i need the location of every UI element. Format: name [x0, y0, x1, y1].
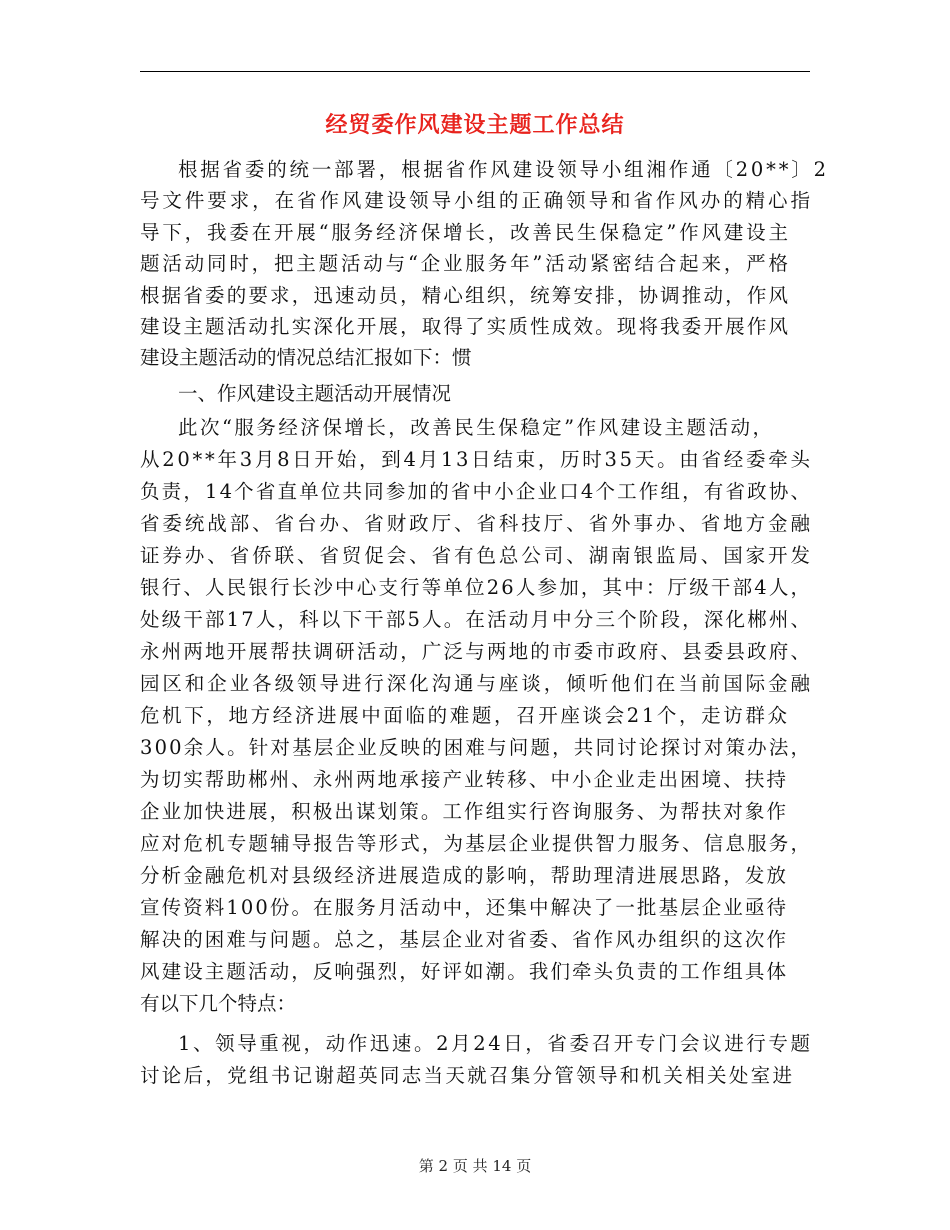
- text-line: 宣传资料100份。在服务月活动中，还集中解决了一批基层企业亟待: [140, 896, 789, 919]
- text-line: 一、作风建设主题活动开展情况: [178, 382, 452, 405]
- text-line: 应对危机专题辅导报告等形式，为基层企业提供智力服务、信息服务，: [140, 832, 813, 855]
- document-title: 经贸委作风建设主题工作总结: [325, 113, 625, 138]
- text-line: 讨论后，党组书记谢超英同志当天就召集分管领导和机关相关处室进: [140, 1064, 795, 1087]
- text-line: 永州两地开展帮扶调研活动，广泛与两地的市委市政府、县委县政府、: [140, 640, 813, 663]
- text-line: 省委统战部、省台办、省财政厅、省科技厅、省外事办、省地方金融: [140, 512, 813, 535]
- text-line: 为切实帮助郴州、永州两地承接产业转移、中小企业走出困境、扶持: [140, 768, 789, 791]
- text-line: 从20**年3月8日开始，到4月13日结束，历时35天。由省经委牵头: [140, 448, 813, 471]
- text-line: 300余人。针对基层企业反映的困难与问题，共同讨论探讨对策办法，: [140, 736, 813, 759]
- text-line: 建设主题活动的情况总结汇报如下：惯: [140, 346, 472, 369]
- text-line: 危机下，地方经济进展中面临的难题，召开座谈会21个，走访群众: [140, 704, 790, 727]
- text-line: 根据省委的统一部署，根据省作风建设领导小组湘作通〔20**〕2: [178, 158, 829, 181]
- text-line: 解决的困难与问题。总之，基层企业对省委、省作风办组织的这次作: [140, 928, 789, 951]
- text-line: 园区和企业各级领导进行深化沟通与座谈，倾听他们在当前国际金融: [140, 672, 813, 695]
- text-line: 负责，14个省直单位共同参加的省中小企业口4个工作组，有省政协、: [140, 480, 813, 503]
- text-line: 题活动同时，把主题活动与“企业服务年”活动紧密结合起来，严格: [140, 252, 791, 275]
- page-footer: 第 2 页 共 14 页: [418, 1157, 532, 1175]
- header-rule: [140, 71, 810, 72]
- text-line: 处级干部17人，科以下干部5人。在活动月中分三个阶段，深化郴州、: [140, 608, 813, 631]
- text-line: 企业加快进展，积极出谋划策。工作组实行咨询服务、为帮扶对象作: [140, 800, 789, 823]
- text-line: 建设主题活动扎实深化开展，取得了实质性成效。现将我委开展作风: [140, 315, 791, 338]
- text-line: 号文件要求，在省作风建设领导小组的正确领导和省作风办的精心指: [140, 189, 813, 212]
- text-line: 此次“服务经济保增长，改善民生保稳定”作风建设主题活动，: [178, 416, 775, 439]
- text-line: 风建设主题活动，反响强烈，好评如潮。我们牵头负责的工作组具体: [140, 960, 789, 983]
- text-line: 分析金融危机对县级经济进展造成的影响，帮助理清进展思路，发放: [140, 864, 789, 887]
- text-line: 银行、人民银行长沙中心支行等单位26人参加，其中：厅级干部4人，: [140, 576, 813, 599]
- text-line: 证券办、省侨联、省贸促会、省有色总公司、湖南银监局、国家开发: [140, 544, 813, 567]
- text-line: 根据省委的要求，迅速动员，精心组织，统筹安排，协调推动，作风: [140, 284, 791, 307]
- text-line: 有以下几个特点：: [140, 992, 297, 1015]
- text-line: 导下，我委在开展“服务经济保增长，改善民生保稳定”作风建设主: [140, 221, 791, 244]
- text-line: 1、领导重视，动作迅速。2月24日，省委召开专门会议进行专题: [178, 1032, 813, 1055]
